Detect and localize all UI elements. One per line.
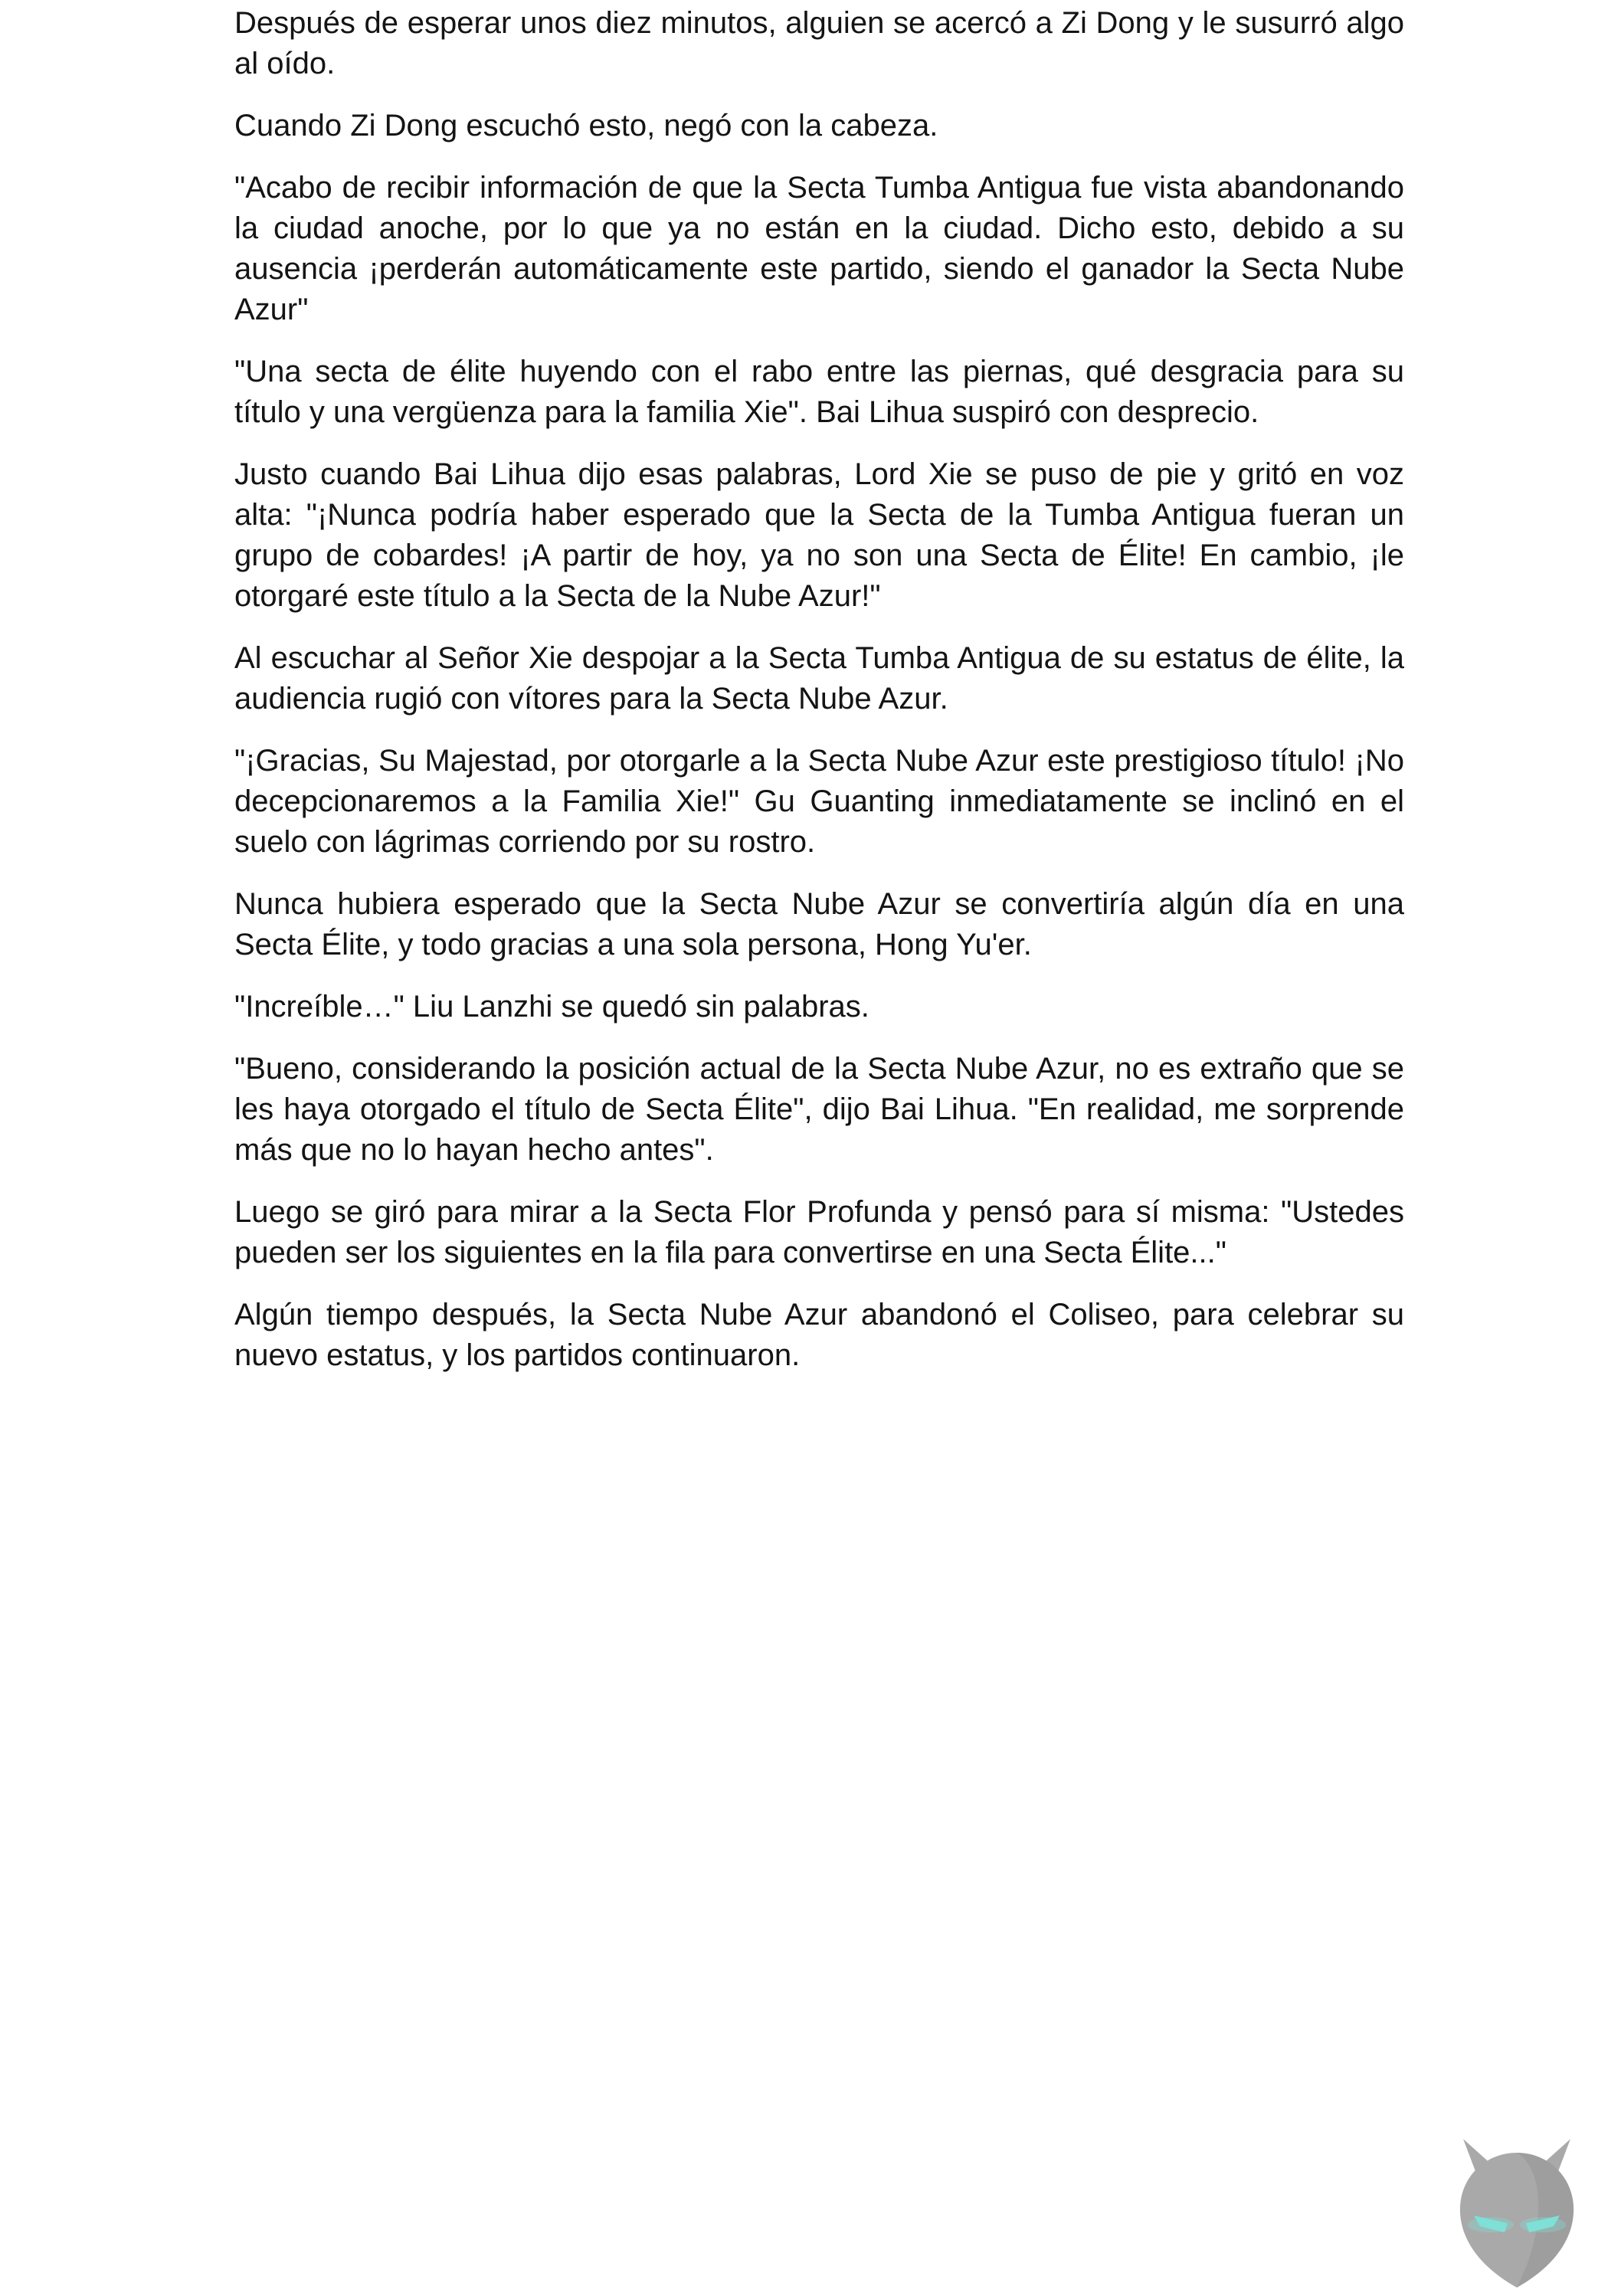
paragraph-10: "Bueno, considerando la posición actual de la Secta Nube Azur, no es extraño que se les haya otorgado el título de Secta Élite", dijo Bai Lihua. "En realidad, me sorprende más que no lo hayan hecho antes". (234, 1052, 1404, 1167)
paragraph-9: "Increíble…" Liu Lanzhi se quedó sin palabras. (234, 990, 869, 1024)
paragraph-3: "Acabo de recibir información de que la Secta Tumba Antigua fue vista abandonando la ciudad anoche, por lo que ya no están en la ciudad. Dicho esto, debido a su ausencia ¡perderán automáticamente este partido, siendo el ganador la Secta Nube Azur" (234, 171, 1404, 326)
paragraph-1: Después de esperar unos diez minutos, alguien se acercó a Zi Dong y le susurró algo al oído. (234, 6, 1404, 80)
paragraph-4: "Una secta de élite huyendo con el rabo entre las piernas, qué desgracia para su título y una vergüenza para la familia Xie". Bai Lihua suspiró con desprecio. (234, 355, 1404, 429)
text-column (234, 3, 1404, 1397)
paragraph-8: Nunca hubiera esperado que la Secta Nube Azur se convertiría algún día en una Secta Élite, y todo gracias a una sola persona, Hong Yu'er. (234, 887, 1404, 961)
paragraph-11: Luego se giró para mirar a la Secta Flor Profunda y pensó para sí misma: "Ustedes pueden ser los siguientes en la fila para convertirse en una Secta Élite..." (234, 1195, 1404, 1269)
demon-head-logo-icon (1440, 2130, 1593, 2292)
paragraph-12: Algún tiempo después, la Secta Nube Azur abandonó el Coliseo, para celebrar su nuevo estatus, y los partidos continuaron. (234, 1298, 1404, 1372)
paragraph-5: Justo cuando Bai Lihua dijo esas palabras, Lord Xie se puso de pie y gritó en voz alta: "¡Nunca podría haber esperado que la Secta de la Tumba Antigua fueran un grupo de cobardes! ¡A partir de hoy, ya no son una Secta de Élite! En cambio, ¡le otorgaré este título a la Secta de la Nube Azur!" (234, 457, 1404, 613)
paragraph-6: Al escuchar al Señor Xie despojar a la Secta Tumba Antigua de su estatus de élite, la audiencia rugió con vítores para la Secta Nube Azur. (234, 641, 1404, 716)
paragraph-7: "¡Gracias, Su Majestad, por otorgarle a la Secta Nube Azur este prestigioso título! ¡No decepcionaremos a la Familia Xie!" Gu Guanting inmediatamente se inclinó en el suelo con lágrimas corriendo por su rostro. (234, 744, 1404, 859)
paragraph-2: Cuando Zi Dong escuchó esto, negó con la cabeza. (234, 109, 938, 142)
